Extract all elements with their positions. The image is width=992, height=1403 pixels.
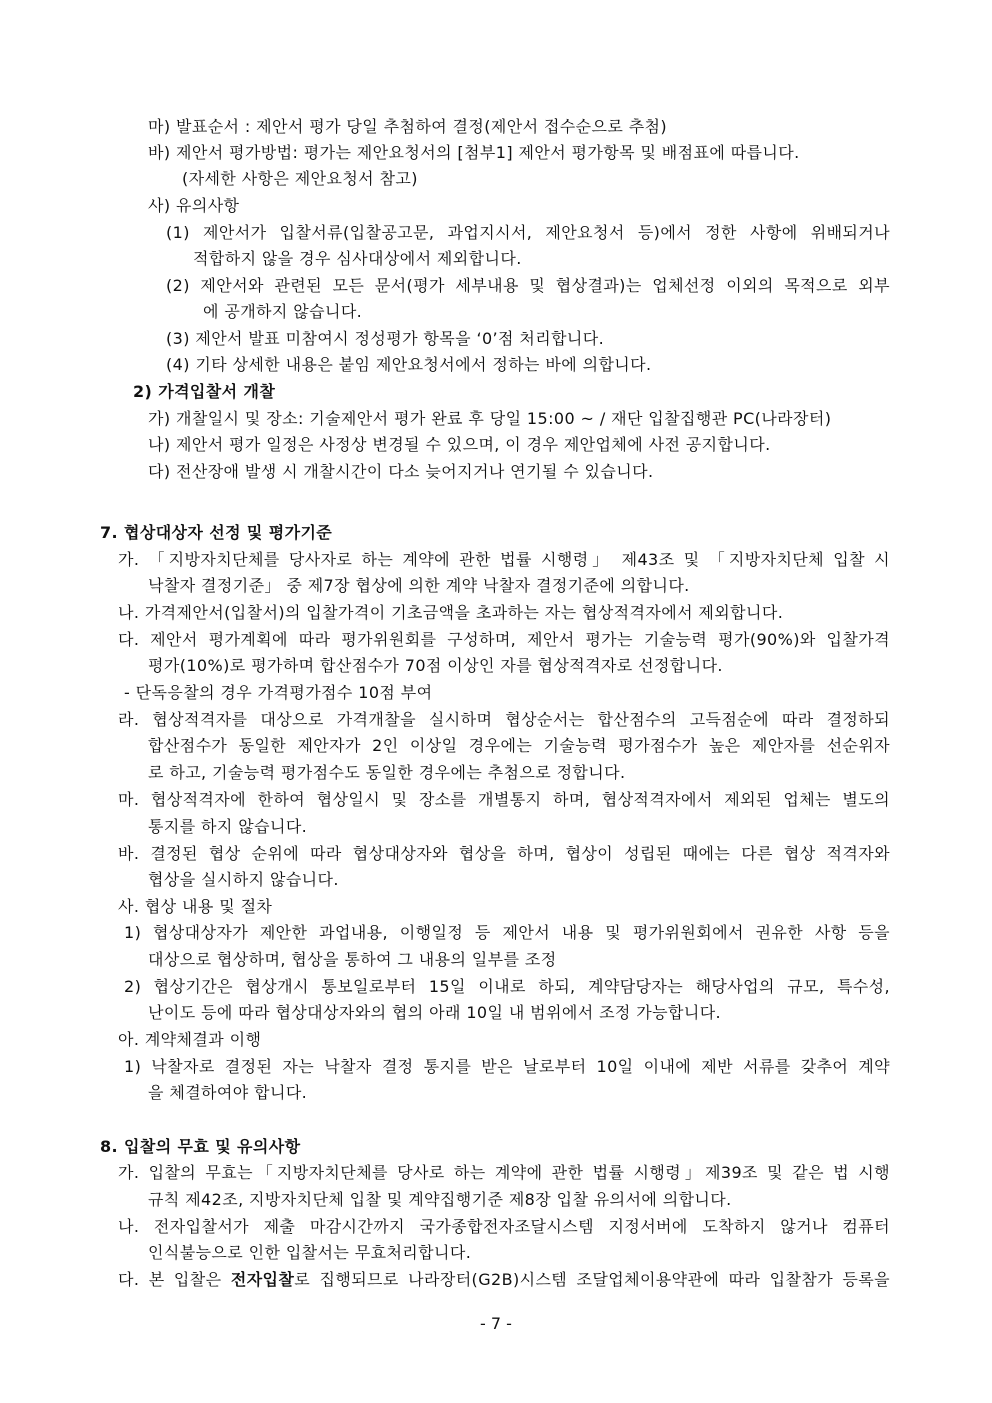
text-line: (자세한 사항은 제안요청서 참고) <box>182 169 418 188</box>
text-line: 난이도 등에 따라 협상대상자와의 협의 아래 10일 내 범위에서 조정 가능합니다. <box>148 1003 722 1022</box>
text-line: 바. 결정된 협상 순위에 따라 협상대상자와 협상을 하며, 협상이 성립된 때에는 다른 협상 적격자와 <box>118 844 890 863</box>
text-line: 라. 협상적격자를 대상으로 가격개찰을 실시하며 협상순서는 합산점수의 고득점순에 따라 결정하되 <box>118 710 890 729</box>
text-line: 협상을 실시하지 않습니다. <box>148 870 339 889</box>
text-line: (1) 제안서가 입찰서류(입찰공고문, 과업지시서, 제안요청서 등)에서 정한 사항에 위배되거나 <box>166 223 890 242</box>
text-line: 가. 「지방자치단체를 당사자로 하는 계약에 관한 법률 시행령」 제43조 및 「지방자치단체 입찰 시 <box>118 550 890 569</box>
text-line: 평가(10%)로 평가하며 합산점수가 70점 이상인 자를 협상적격자로 선정합니다. <box>148 656 723 675</box>
text-line: 사) 유의사항 <box>148 196 240 215</box>
text-segment: 로 집행되므로 나라장터(G2B)시스템 조달업체이용약관에 따라 입찰참가 등록을 <box>294 1270 890 1289</box>
text-line: 나) 제안서 평가 일정은 사정상 변경될 수 있으며, 이 경우 제안업체에 사전 공지합니다. <box>148 435 771 454</box>
text-line: (3) 제안서 발표 미참여시 정성평가 항목을 ‘0’점 처리합니다. <box>166 329 605 348</box>
text-line: 다) 전산장애 발생 시 개찰시간이 다소 늦어지거나 연기될 수 있습니다. <box>148 462 654 481</box>
page-number: - 7 - <box>480 1314 512 1333</box>
text-line: 나. 전자입찰서가 제출 마감시간까지 국가종합전자조달시스템 지정서버에 도착하지 않거나 컴퓨터 <box>118 1217 890 1236</box>
text-line: 을 체결하여야 합니다. <box>148 1083 308 1102</box>
text-line: 가. 입찰의 무효는「지방자치단체를 당사로 하는 계약에 관한 법률 시행령」제39조 및 같은 법 시행 <box>118 1163 890 1182</box>
text-line: 합산점수가 동일한 제안자가 2인 이상일 경우에는 기술능력 평가점수가 높은 제안자를 선순위자 <box>148 736 890 755</box>
text-line: 1) 협상대상자가 제안한 과업내용, 이행일정 등 제안서 내용 및 평가위원회에서 권유한 사항 등을 <box>124 923 890 942</box>
text-line: 나. 가격제안서(입찰서)의 입찰가격이 기초금액을 초과하는 자는 협상적격자에서 제외합니다. <box>118 603 784 622</box>
text-line: 대상으로 협상하며, 협상을 통하여 그 내용의 일부를 조정 <box>148 950 557 969</box>
text-line: 통지를 하지 않습니다. <box>148 817 308 836</box>
text-line: - 단독응찰의 경우 가격평가점수 10점 부여 <box>124 683 433 702</box>
text-line: 아. 계약체결과 이행 <box>118 1030 262 1049</box>
text-line: 사. 협상 내용 및 절차 <box>118 897 273 916</box>
subsection-heading: 2) 가격입찰서 개찰 <box>133 382 276 401</box>
text-line: 낙찰자 결정기준」 중 제7장 협상에 의한 계약 낙찰자 결정기준에 의합니다. <box>148 576 690 595</box>
text-segment: 다. 본 입찰은 <box>118 1270 231 1289</box>
text-line: 바) 제안서 평가방법: 평가는 제안요청서의 [첨부1] 제안서 평가항목 및 배점표에 따릅니다. <box>148 143 800 162</box>
text-line: 마. 협상적격자에 한하여 협상일시 및 장소를 개별통지 하며, 협상적격자에서 제외된 업체는 별도의 <box>118 790 890 809</box>
text-line: (4) 기타 상세한 내용은 붙임 제안요청서에서 정하는 바에 의합니다. <box>166 355 652 374</box>
section-heading: 7. 협상대상자 선정 및 평가기준 <box>100 523 333 542</box>
text-line: 적합하지 않을 경우 심사대상에서 제외합니다. <box>193 249 522 268</box>
bold-text: 전자입찰 <box>230 1270 295 1289</box>
text-line: 다. 제안서 평가계획에 따라 평가위원회를 구성하며, 제안서 평가는 기술능력 평가(90%)와 입찰가격 <box>118 630 890 649</box>
text-line: 마) 발표순서 : 제안서 평가 당일 추첨하여 결정(제안서 접수순으로 추첨) <box>148 117 668 136</box>
text-line: 로 하고, 기술능력 평가점수도 동일한 경우에는 추첨으로 정합니다. <box>148 763 626 782</box>
text-line: 인식불능으로 인한 입찰서는 무효처리합니다. <box>148 1243 472 1262</box>
text-line: 가) 개찰일시 및 장소: 기술제안서 평가 완료 후 당일 15:00 ~ / 재단 입찰집행관 PC(나라장터) <box>148 409 832 428</box>
text-line: 2) 협상기간은 협상개시 통보일로부터 15일 이내로 하되, 계약담당자는 해당사업의 규모, 특수성, <box>124 977 890 996</box>
text-line <box>118 1269 890 1291</box>
text-line: (2) 제안서와 관련된 모든 문서(평가 세부내용 및 협상결과)는 업체선정 이외의 목적으로 외부 <box>166 276 890 295</box>
text-line: 1) 낙찰자로 결정된 자는 낙찰자 결정 통지를 받은 날로부터 10일 이내에 제반 서류를 갖추어 계약 <box>124 1057 890 1076</box>
text-line: 에 공개하지 않습니다. <box>203 302 363 321</box>
section-heading: 8. 입찰의 무효 및 유의사항 <box>100 1137 301 1156</box>
text-line: 규칙 제42조, 지방자치단체 입찰 및 계약집행기준 제8장 입찰 유의서에 의합니다. <box>148 1190 732 1209</box>
